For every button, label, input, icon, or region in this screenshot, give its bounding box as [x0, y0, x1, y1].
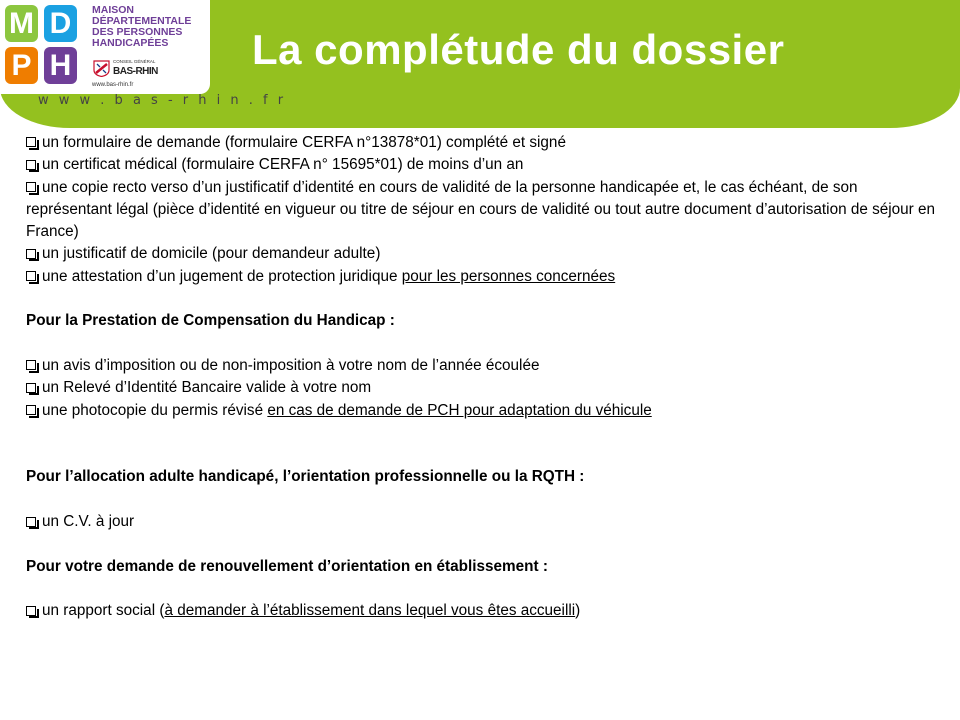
list-item: un rapport social (à demander à l’établissement dans lequel vous êtes accueilli) [26, 600, 936, 622]
logo-site-url: www.bas-rhin.fr [92, 82, 134, 88]
logo-tile-p: P [5, 47, 38, 84]
conseil-general-label: CONSEIL GÉNÉRAL [113, 59, 156, 64]
logo-line-3: DES PERSONNES [92, 26, 183, 38]
checkbox-icon [26, 160, 36, 170]
list-item: un C.V. à jour [26, 511, 936, 533]
bas-rhin-label: BAS-RHIN [113, 66, 158, 77]
site-url: w w w . b a s - r h i n . f r [38, 93, 287, 108]
logo-tile-m: M [5, 5, 38, 42]
checkbox-icon [26, 182, 36, 192]
list-item: un certificat médical (formulaire CERFA n° 15695*01) de moins d’un an [26, 154, 936, 176]
mdph-logo [0, 0, 210, 94]
logo-name [92, 5, 191, 49]
bas-rhin-flag-icon [93, 60, 110, 77]
logo-line-1: MAISON [92, 4, 134, 16]
checkbox-icon [26, 137, 36, 147]
checkbox-icon [26, 517, 36, 527]
underlined-note: en cas de demande de PCH pour adaptation du véhicule [267, 401, 652, 419]
checkbox-icon [26, 271, 36, 281]
section-heading-renewal: Pour votre demande de renouvellement d’orientation en établissement : [26, 557, 548, 575]
logo-tile-h: H [44, 47, 77, 84]
logo-tile-d: D [44, 5, 77, 42]
list-item: un justificatif de domicile (pour demandeur adulte) [26, 243, 936, 265]
section-heading-pch: Pour la Prestation de Compensation du Handicap : [26, 312, 395, 330]
checkbox-icon [26, 360, 36, 370]
underlined-note: à demander à l’établissement dans lequel vous êtes accueilli [164, 602, 576, 620]
list-item: un avis d’imposition ou de non-imposition à votre nom de l’année écoulée [26, 355, 936, 377]
list-item: un formulaire de demande (formulaire CERFA n°13878*01) complété et signé [26, 132, 936, 154]
checkbox-icon [26, 383, 36, 393]
list-item: un Relevé d’Identité Bancaire valide à votre nom [26, 377, 936, 399]
logo-line-2: DÉPARTEMENTALE [92, 15, 192, 27]
list-item: une attestation d’un jugement de protection juridique pour les personnes concernées [26, 266, 936, 288]
checkbox-icon [26, 606, 36, 616]
checkbox-icon [26, 405, 36, 415]
checkbox-icon [26, 249, 36, 259]
document-body [26, 132, 936, 623]
logo-line-4: HANDICAPÉES [92, 37, 169, 49]
page-title: La complétude du dossier [252, 26, 785, 73]
list-item: une copie recto verso d’un justificatif d’identité en cours de validité de la personne handicapée et, le cas échéant, de son représentant légal (pièce d’identité en vigueur ou titre de séjour en cours de validité ou tout autre document d’autorisation de séjour en France) [26, 178, 936, 241]
list-item: une photocopie du permis révisé en cas de demande de PCH pour adaptation du véhicule [26, 400, 936, 422]
underlined-note: pour les personnes concernées [401, 267, 616, 285]
section-heading-aah: Pour l’allocation adulte handicapé, l’orientation professionnelle ou la RQTH : [26, 468, 585, 486]
